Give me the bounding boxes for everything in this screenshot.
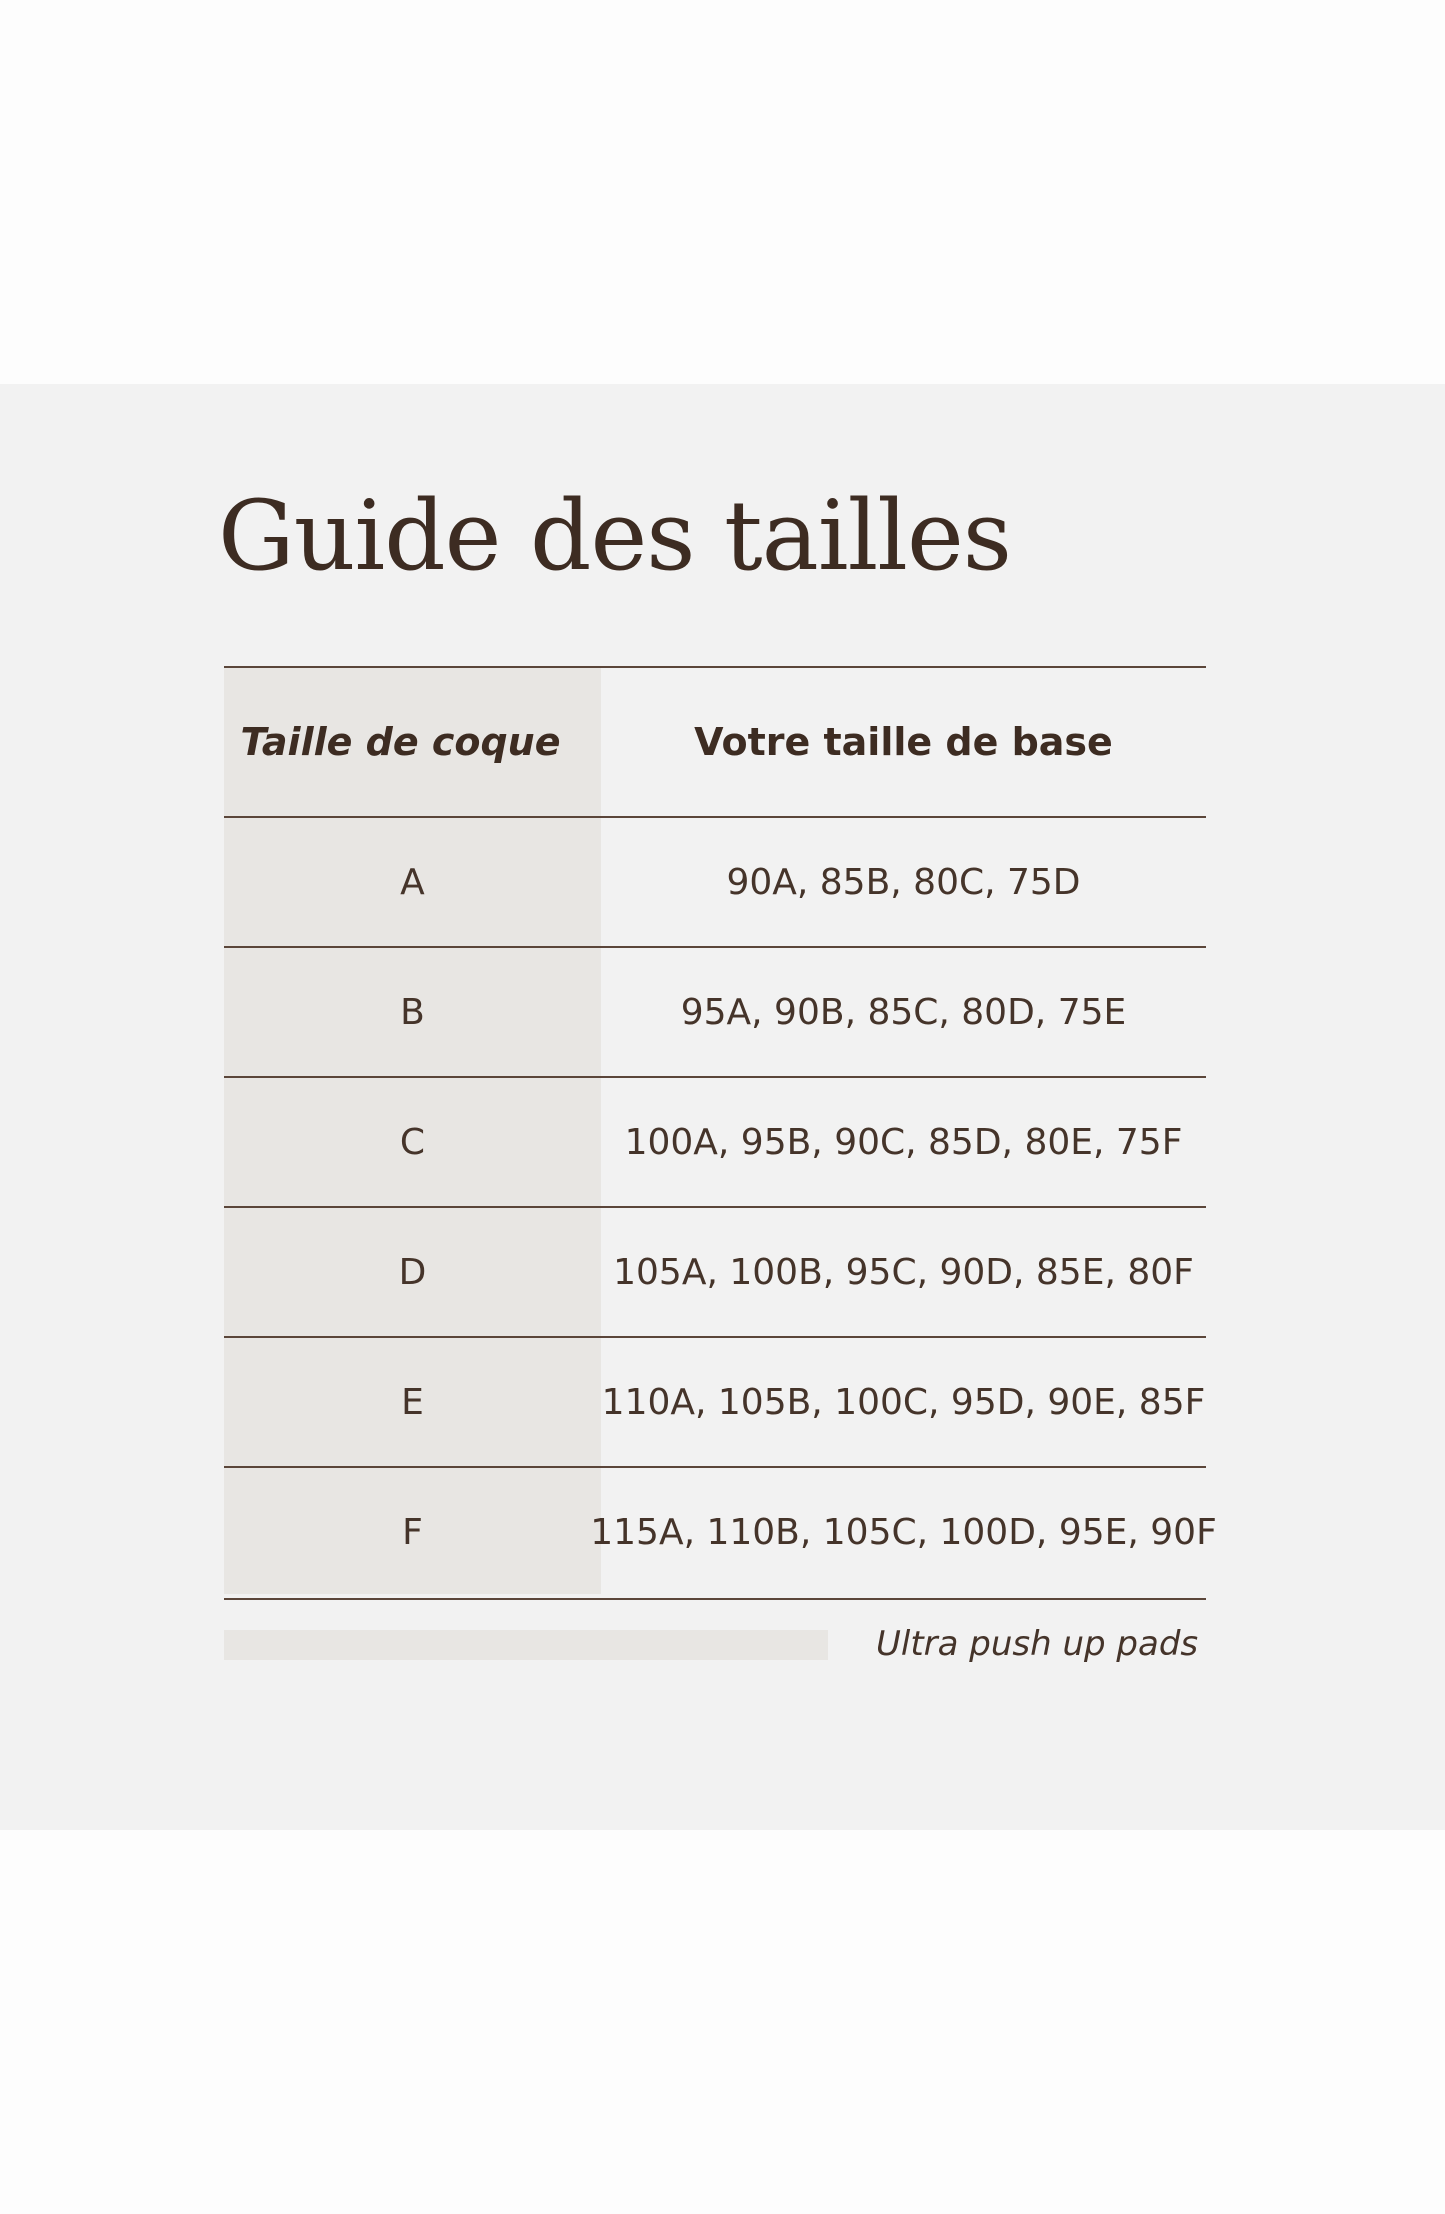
table-row: [224, 948, 1206, 1076]
base-size-cell: 105A, 100B, 95C, 90D, 85E, 80F: [613, 1251, 1194, 1293]
cup-size-cell: F: [402, 1511, 423, 1553]
base-size-cell: 95A, 90B, 85C, 80D, 75E: [680, 991, 1127, 1033]
legend-label: Ultra push up pads: [876, 1624, 1199, 1664]
table-row: [224, 1208, 1206, 1336]
table-row: [224, 1338, 1206, 1466]
cup-size-cell: E: [401, 1381, 424, 1423]
base-size-cell: 110A, 105B, 100C, 95D, 90E, 85F: [601, 1381, 1206, 1423]
page-title: Guide des tailles: [218, 480, 1012, 592]
base-size-cell: 90A, 85B, 80C, 75D: [726, 861, 1081, 903]
table-header-row: [224, 668, 1206, 816]
size-guide-panel: [0, 384, 1445, 1830]
cup-size-cell: D: [398, 1251, 427, 1293]
cup-size-cell: B: [400, 991, 425, 1033]
cup-size-cell: C: [399, 1121, 426, 1163]
header-cup-size: Taille de coque: [240, 720, 561, 764]
base-size-cell: 100A, 95B, 90C, 85D, 80E, 75F: [624, 1121, 1183, 1163]
cup-size-cell: A: [400, 861, 425, 903]
table-row: [224, 818, 1206, 946]
table-bottom-rule: [224, 1598, 1206, 1600]
base-size-cell: 115A, 110B, 105C, 100D, 95E, 90F: [590, 1511, 1217, 1553]
table-row: [224, 1468, 1217, 1596]
legend-swatch: [224, 1630, 828, 1660]
table-row: [224, 1078, 1206, 1206]
header-base-size: Votre taille de base: [694, 720, 1113, 764]
